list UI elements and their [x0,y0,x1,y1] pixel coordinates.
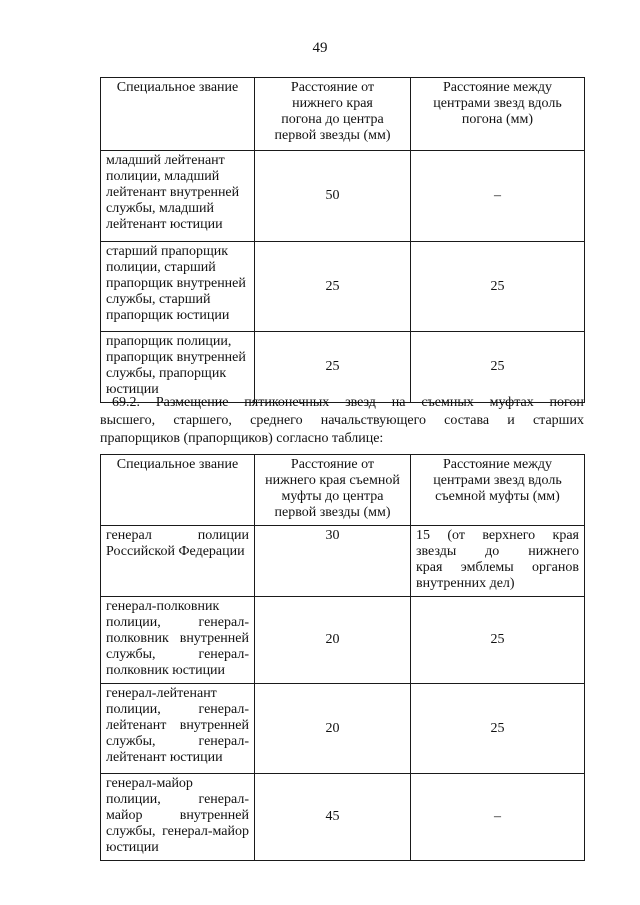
header-distance-from-edge: Расстояние от нижнего края погона до центра первой звезды (мм) [255,78,411,151]
paragraph-line: прапорщиков (прапорщиков) согласно таблице: [100,431,384,446]
header-distance-from-edge: Расстояние от нижнего края съемной муфты до центра первой звезды (мм) [255,455,411,526]
table-row [101,684,585,774]
rank-cell: генерал-полковник полиции, генерал- полковник внутренней службы, генерал- полковник юстиции [101,597,255,684]
header-distance-between-stars: Расстояние между центрами звезд вдоль погона (мм) [411,78,585,151]
rank-cell: старший прапорщик полиции, старший прапорщик внутренней службы, старший прапорщик юстиции [101,242,255,332]
rank-cell: генерал полиции Российской Федерации [101,526,255,597]
section-paragraph [100,394,584,448]
distance-cell: 25 [255,242,411,332]
paragraph-line: высшего, старшего, среднего начальствующего состава и старших [100,413,584,428]
between-cell: 25 [411,242,585,332]
between-cell: 15 (от верхнего края звезды до нижнего края эмблемы органов внутренних дел) [411,526,585,597]
rank-stars-table-removable-sleeves [100,454,585,861]
between-cell: 25 [411,597,585,684]
rank-cell: младший лейтенант полиции, младший лейтенант внутренней службы, младший лейтенант юстиции [101,151,255,242]
between-cell: 25 [411,332,585,403]
distance-cell: 25 [255,332,411,403]
rank-stars-table-shoulder-boards [100,77,585,403]
between-cell: – [411,151,585,242]
page-number: 49 [312,40,328,56]
rank-cell: прапорщик полиции, прапорщик внутренней службы, прапорщик юстиции [101,332,255,403]
table-row [101,774,585,861]
paragraph-line: 69.2. Размещение пятиконечных звезд на съемных муфтах погон [112,395,584,410]
header-rank: Специальное звание [101,455,255,526]
between-cell: 25 [411,684,585,774]
table-row [101,242,585,332]
distance-cell: 20 [255,597,411,684]
distance-cell: 30 [255,526,411,597]
table-row [101,151,585,242]
table-header-row [101,78,585,151]
table-row [101,526,585,597]
distance-cell: 50 [255,151,411,242]
header-distance-between-stars: Расстояние между центрами звезд вдоль съемной муфты (мм) [411,455,585,526]
between-cell: – [411,774,585,861]
distance-cell: 20 [255,684,411,774]
header-rank: Специальное звание [101,78,255,151]
table-row [101,597,585,684]
table-header-row [101,455,585,526]
rank-cell: генерал-майор полиции, генерал- майор внутренней службы, генерал-майор юстиции [101,774,255,861]
distance-cell: 45 [255,774,411,861]
rank-cell: генерал-лейтенант полиции, генерал- лейтенант внутренней службы, генерал- лейтенант юстиции [101,684,255,774]
table-row [101,332,585,403]
